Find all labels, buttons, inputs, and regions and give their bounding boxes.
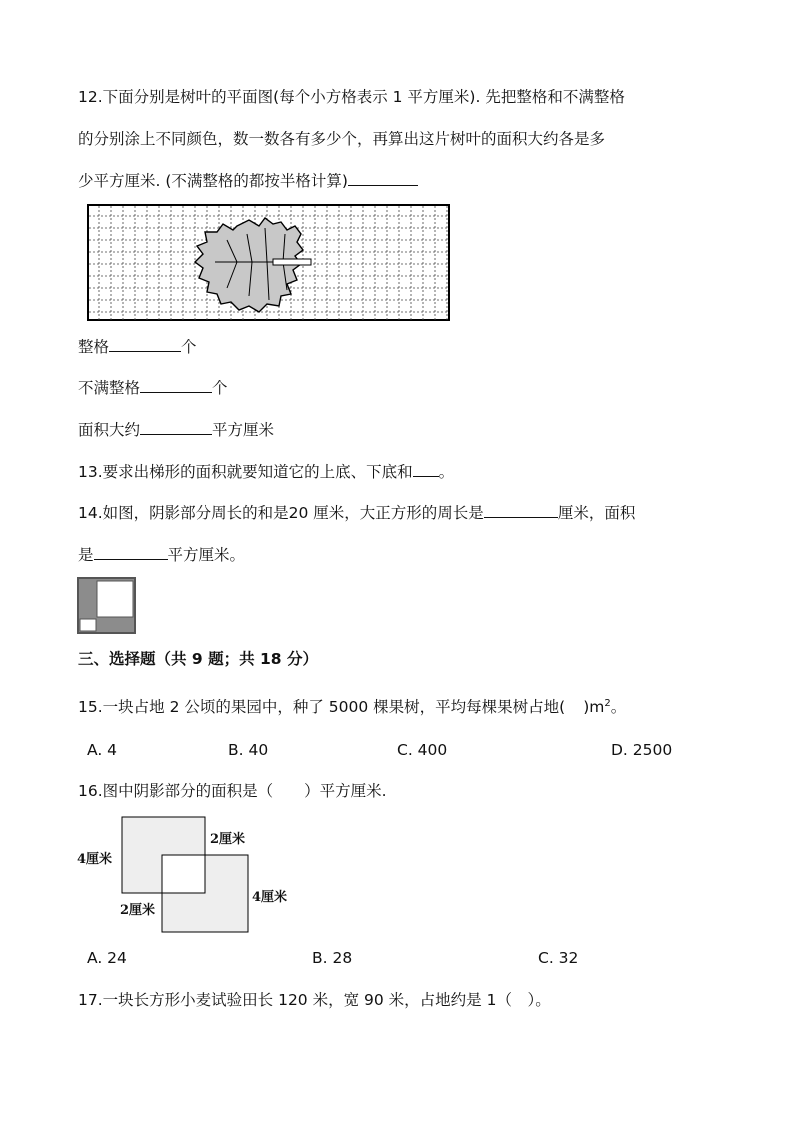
q15-text: 15.一块占地 2 公顷的果园中，种了 5000 棵果树，平均每棵果树占地(: [78, 698, 566, 716]
q13-end: 。: [438, 463, 455, 481]
overlap-region: [162, 855, 205, 893]
section-heading: 三、选择题（共 9 题；共 18 分）: [78, 650, 318, 668]
q13: [78, 462, 454, 482]
q12-line-1: 12.下面分别是树叶的平面图(每个小方格表示 1 平方厘米). 先把整格和不满整格: [78, 88, 625, 106]
shaded-squares-figure: [77, 577, 137, 635]
q12-answer-blank[interactable]: [348, 171, 418, 186]
q12-line-3: [78, 171, 418, 191]
q16-option-a[interactable]: A. 24: [87, 949, 127, 967]
partial-squares-label: 不满整格: [78, 379, 141, 397]
area-label: 面积大约: [78, 421, 141, 439]
upper-white-square: [97, 581, 133, 617]
leaf-grid-figure: [87, 204, 451, 322]
q15-option-a[interactable]: A. 4: [87, 741, 118, 759]
area-blank[interactable]: [140, 420, 212, 435]
partial-squares-unit: 个: [212, 379, 228, 397]
q14-line-1: [78, 503, 635, 523]
q12-line-3-text: 少平方厘米. (不满整格的都按半格计算): [78, 172, 348, 190]
q14-text-a: 14.如图，阴影部分周长的和是20 厘米，大正方形的周长是: [78, 504, 484, 522]
full-squares-unit: 个: [181, 338, 197, 356]
q14-area-blank[interactable]: [94, 545, 168, 560]
q15-option-d[interactable]: D. 2500: [611, 741, 673, 759]
q12-full-squares: [78, 337, 197, 357]
q17: 17.一块长方形小麦试验田长 120 米，宽 90 米，占地约是 1（ ）。: [78, 991, 551, 1009]
q15-option-c[interactable]: C. 400: [397, 741, 448, 759]
lower-white-square: [80, 619, 96, 631]
q15: [78, 697, 626, 717]
q16-option-c[interactable]: C. 32: [538, 949, 579, 967]
q14-perimeter-blank[interactable]: [484, 503, 558, 518]
area-unit: 平方厘米: [212, 421, 275, 439]
full-squares-label: 整格: [78, 338, 110, 356]
q15-tail: )m: [583, 698, 605, 716]
q13-text: 13.要求出梯形的面积就要知道它的上底、下底和: [78, 463, 413, 481]
q15-end: 。: [610, 698, 627, 716]
label-top-2cm: 2厘米: [210, 832, 246, 847]
q13-blank[interactable]: [413, 462, 439, 477]
q12-area: [78, 420, 274, 440]
q14-line-2: [78, 545, 245, 565]
full-squares-blank[interactable]: [109, 337, 181, 352]
leaf-stem: [273, 259, 311, 265]
q15-option-b[interactable]: B. 40: [228, 741, 269, 759]
q12-line-2: 的分别涂上不同颜色，数一数各有多少个，再算出这片树叶的面积大约各是多: [78, 130, 606, 148]
q14-text-d: 平方厘米。: [167, 546, 246, 564]
q16: 16.图中阴影部分的面积是（ ）平方厘米.: [78, 782, 387, 800]
q14-text-c: 是: [78, 546, 94, 564]
q16-option-b[interactable]: B. 28: [312, 949, 353, 967]
q12-partial-squares: [78, 378, 228, 398]
partial-squares-blank[interactable]: [140, 378, 212, 393]
q14-text-b: 厘米，面积: [557, 504, 636, 522]
label-left-4cm: 4厘米: [77, 852, 113, 867]
label-right-4cm: 4厘米: [252, 890, 288, 905]
q15-sup: 2: [604, 697, 611, 709]
label-bottom-2cm: 2厘米: [120, 903, 156, 918]
